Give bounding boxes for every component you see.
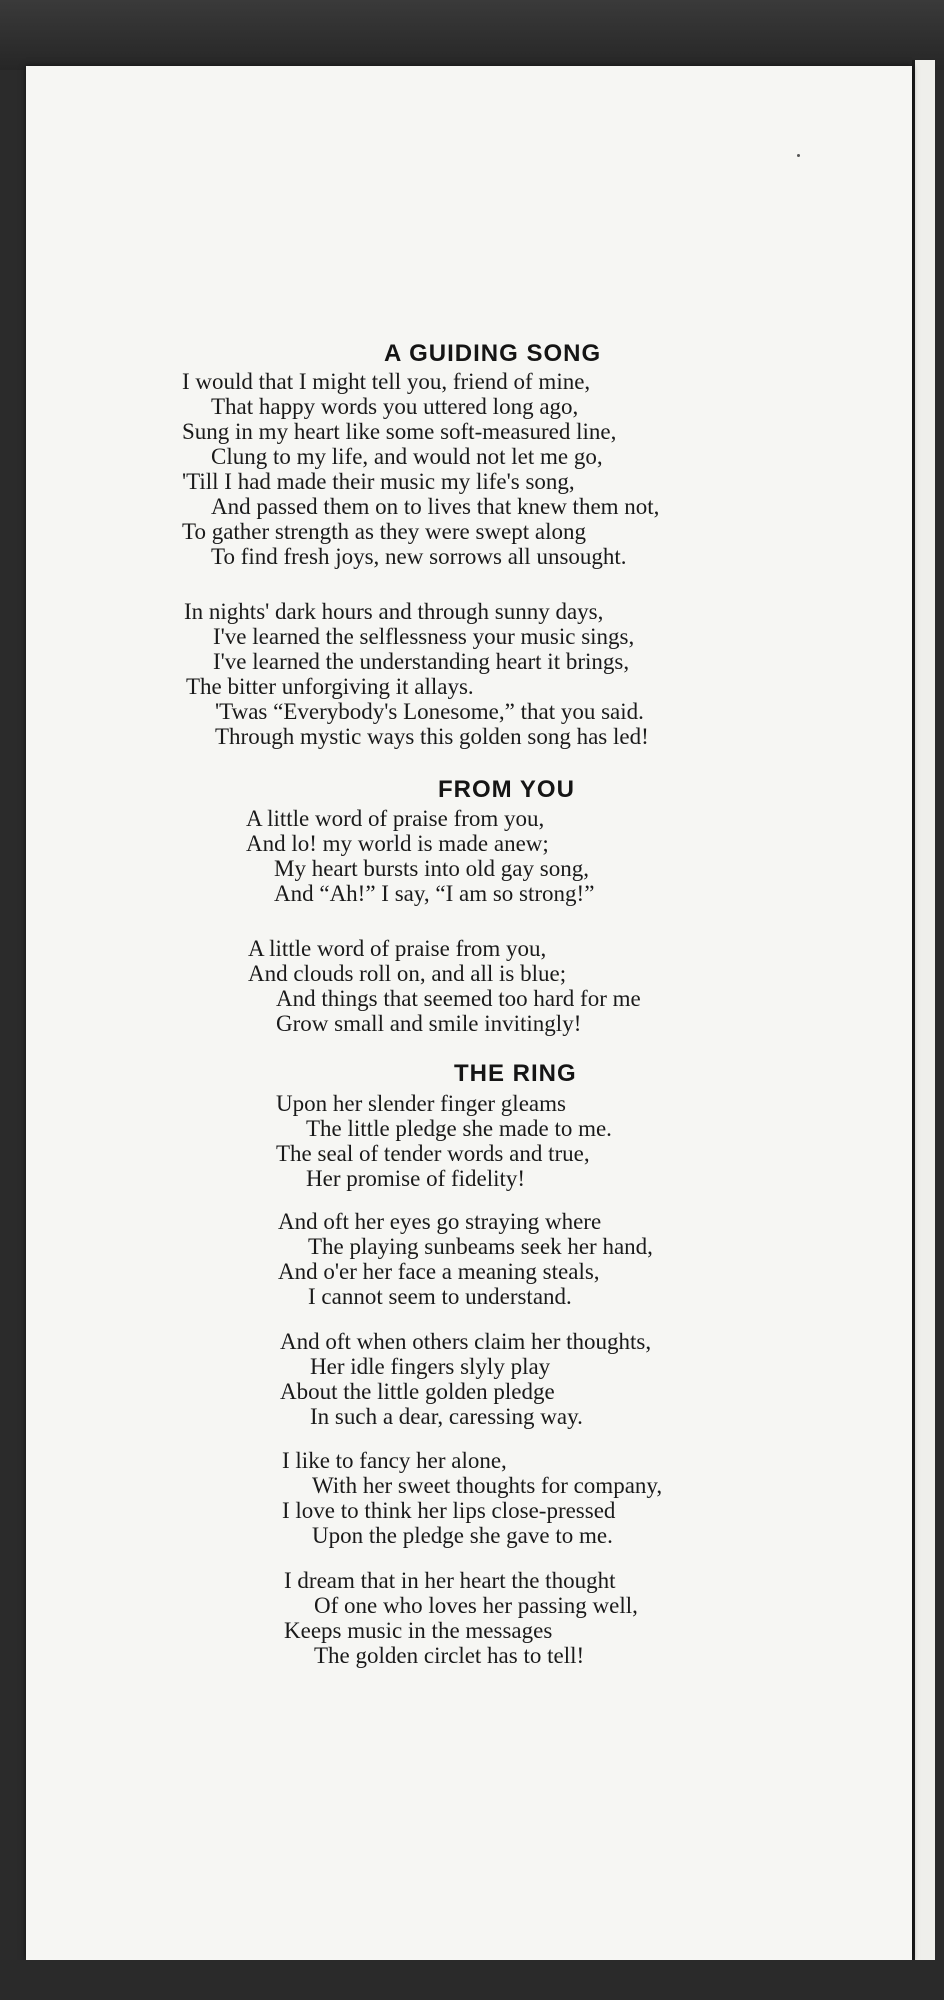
scan-background-bottom xyxy=(0,1960,944,2000)
poem-line: In such a dear, caressing way. xyxy=(310,1404,583,1429)
poem-line: The seal of tender words and true, xyxy=(276,1141,590,1166)
poem-line: I love to think her lips close-pressed xyxy=(282,1498,616,1523)
poem-line: The playing sunbeams seek her hand, xyxy=(308,1234,653,1259)
poem-line: And clouds roll on, and all is blue; xyxy=(248,961,567,986)
poem-line: To find fresh joys, new sorrows all unsought. xyxy=(211,544,627,569)
poem-line: And oft when others claim her thoughts, xyxy=(280,1329,652,1354)
poem-line: In nights' dark hours and through sunny days, xyxy=(184,599,604,624)
poem-line: Clung to my life, and would not let me go, xyxy=(211,444,603,469)
poem-line: The golden circlet has to tell! xyxy=(314,1643,585,1668)
poem-line: And “Ah!” I say, “I am so strong!” xyxy=(274,881,595,906)
poem-line: My heart bursts into old gay song, xyxy=(274,856,589,881)
poem-line: The bitter unforgiving it allays. xyxy=(186,674,474,699)
poem-line: I dream that in her heart the thought xyxy=(284,1568,616,1593)
poem-line: A little word of praise from you, xyxy=(248,936,547,961)
poem-line: That happy words you uttered long ago, xyxy=(211,394,579,419)
poem-line: I cannot seem to understand. xyxy=(308,1284,572,1309)
poem-line: Keeps music in the messages xyxy=(284,1618,553,1643)
poem-line: Sung in my heart like some soft-measured line, xyxy=(182,419,617,444)
poem-line: And o'er her face a meaning steals, xyxy=(278,1259,600,1284)
poem-line: And passed them on to lives that knew them not, xyxy=(211,494,660,519)
poem-title-from-you: FROM YOU xyxy=(438,776,575,803)
poem-line: To gather strength as they were swept along xyxy=(182,519,586,544)
book-page xyxy=(26,66,912,1961)
poem-line: Her idle fingers slyly play xyxy=(310,1354,551,1379)
poem-line: A little word of praise from you, xyxy=(246,806,545,831)
poem-line: And lo! my world is made anew; xyxy=(246,831,549,856)
poem-line: Her promise of fidelity! xyxy=(306,1166,526,1191)
poem-line: With her sweet thoughts for company, xyxy=(312,1473,663,1498)
poem-line: And oft her eyes go straying where xyxy=(278,1209,602,1234)
poem-line: About the little golden pledge xyxy=(280,1379,555,1404)
adjacent-page-edge xyxy=(912,60,935,1970)
poem-title-a-guiding-song: A GUIDING SONG xyxy=(384,340,602,367)
poem-line: And things that seemed too hard for me xyxy=(276,986,641,1011)
poem-line: Upon her slender finger gleams xyxy=(276,1091,566,1116)
poem-title-the-ring: THE RING xyxy=(454,1060,577,1087)
scan-background-top xyxy=(0,0,944,70)
poem-line: 'Twas “Everybody's Lonesome,” that you said. xyxy=(215,699,644,724)
poem-line: 'Till I had made their music my life's song, xyxy=(182,469,575,494)
poem-line: I've learned the selflessness your music sings, xyxy=(213,624,635,649)
poem-line: Upon the pledge she gave to me. xyxy=(312,1523,613,1548)
poem-line: I would that I might tell you, friend of mine, xyxy=(182,369,591,394)
poem-line: Of one who loves her passing well, xyxy=(314,1593,638,1618)
paper-speck xyxy=(797,154,800,157)
poem-line: The little pledge she made to me. xyxy=(306,1116,612,1141)
poem-line: Through mystic ways this golden song has led! xyxy=(215,724,649,749)
poem-line: I like to fancy her alone, xyxy=(282,1448,507,1473)
poem-line: I've learned the understanding heart it brings, xyxy=(213,649,630,674)
poem-line: Grow small and smile invitingly! xyxy=(276,1011,582,1036)
